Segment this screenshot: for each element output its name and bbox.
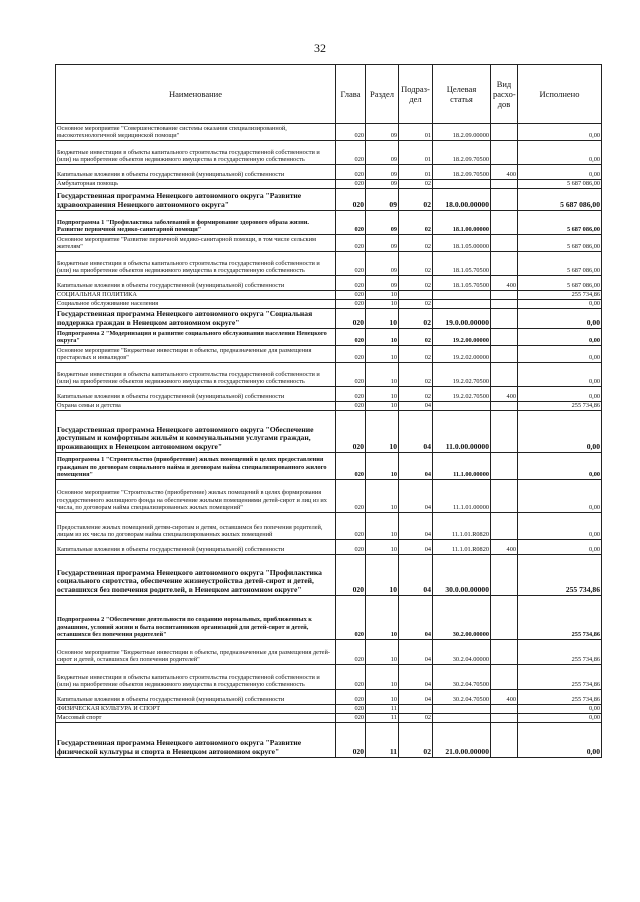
row-section: 10 [366, 363, 399, 387]
row-target: 21.0.00.00000 [433, 723, 491, 758]
row-expense-type [491, 346, 518, 363]
row-section: 09 [366, 180, 399, 189]
row-target: 19.2.02.00000 [433, 346, 491, 363]
row-subsection: 02 [399, 363, 433, 387]
row-subsection: 02 [399, 211, 433, 235]
table-row [56, 453, 602, 480]
header-target: Целевая статья [433, 65, 491, 124]
row-chapter: 020 [336, 640, 366, 665]
row-section: 10 [366, 540, 399, 555]
row-subsection: 01 [399, 165, 433, 180]
row-chapter: 020 [336, 165, 366, 180]
row-subsection: 04 [399, 555, 433, 596]
row-subsection: 04 [399, 411, 433, 453]
row-executed: 0,00 [518, 124, 602, 141]
row-name: Охрана семьи и детства [56, 402, 336, 411]
row-expense-type [491, 309, 518, 329]
row-target: 19.2.02.70500 [433, 387, 491, 402]
row-subsection: 01 [399, 124, 433, 141]
row-name: Государственная программа Ненецкого автономного округа "Развитие здравоохранения Ненецкого автономного округа" [56, 189, 336, 211]
row-expense-type [491, 411, 518, 453]
row-target: 30.2.00.00000 [433, 596, 491, 640]
row-executed: 255 734,86 [518, 665, 602, 690]
row-expense-type [491, 235, 518, 252]
row-subsection: 04 [399, 480, 433, 513]
row-section: 09 [366, 211, 399, 235]
row-chapter: 020 [336, 723, 366, 758]
row-target: 19.2.00.00000 [433, 329, 491, 346]
row-section: 10 [366, 555, 399, 596]
row-target: 18.1.05.00000 [433, 235, 491, 252]
row-executed: 5 687 086,00 [518, 189, 602, 211]
row-name: Подпрограмма 2 "Модернизация и развитие социального обслуживания населения Ненецкого округа" [56, 329, 336, 346]
row-chapter: 020 [336, 513, 366, 540]
row-subsection: 02 [399, 300, 433, 309]
table-row [56, 690, 602, 705]
row-subsection: 04 [399, 402, 433, 411]
row-subsection: 04 [399, 513, 433, 540]
row-name: Бюджетные инвестиции в объекты капитального строительства государственной собственности и (или) на приобретение объектов недвижимого имущества в государственную собственность [56, 363, 336, 387]
row-section: 10 [366, 402, 399, 411]
table-row [56, 346, 602, 363]
row-name: Амбулаторная помощь [56, 180, 336, 189]
row-expense-type [491, 714, 518, 723]
row-target [433, 291, 491, 300]
row-expense-type [491, 723, 518, 758]
table-row [56, 276, 602, 291]
row-executed: 0,00 [518, 309, 602, 329]
row-name: СОЦИАЛЬНАЯ ПОЛИТИКА [56, 291, 336, 300]
row-expense-type [491, 291, 518, 300]
table-row [56, 329, 602, 346]
row-expense-type [491, 189, 518, 211]
row-executed: 0,00 [518, 453, 602, 480]
table-row [56, 124, 602, 141]
row-executed: 0,00 [518, 363, 602, 387]
row-executed: 0,00 [518, 300, 602, 309]
row-target: 30.2.04.00000 [433, 640, 491, 665]
row-target: 19.2.02.70500 [433, 363, 491, 387]
row-name: Основное мероприятие "Бюджетные инвестиции в объекты, предназначенные для размещения детей-сирот и детей, оставшихся без попечения родителей" [56, 640, 336, 665]
table-row [56, 480, 602, 513]
row-name: Бюджетные инвестиции в объекты капитального строительства государственной собственности и (или) на приобретение объектов недвижимого имущества в государственную собственность [56, 252, 336, 276]
row-chapter: 020 [336, 402, 366, 411]
row-chapter: 020 [336, 346, 366, 363]
row-name: Государственная программа Ненецкого автономного округа "Развитие физической культуры и спорта в Ненецком автономном округе" [56, 723, 336, 758]
row-executed: 0,00 [518, 165, 602, 180]
row-executed: 0,00 [518, 513, 602, 540]
header-chapter: Глава [336, 65, 366, 124]
row-executed: 5 687 086,00 [518, 211, 602, 235]
row-name: Подпрограмма 2 "Обеспечение деятельности по созданию нормальных, приближенных к домашним, условий жизни и быта воспитанников организаций для детей-сирот и детей, оставшихся без попечения родителей" [56, 596, 336, 640]
row-chapter: 020 [336, 555, 366, 596]
row-chapter: 020 [336, 141, 366, 165]
row-chapter: 020 [336, 387, 366, 402]
row-executed: 5 687 086,00 [518, 276, 602, 291]
table-row [56, 665, 602, 690]
row-executed: 0,00 [518, 329, 602, 346]
row-executed: 255 734,86 [518, 402, 602, 411]
row-expense-type [491, 329, 518, 346]
row-name: Капитальные вложения в объекты государственной (муниципальной) собственности [56, 690, 336, 705]
row-subsection: 02 [399, 309, 433, 329]
row-target [433, 300, 491, 309]
row-expense-type [491, 124, 518, 141]
row-target: 30.0.00.00000 [433, 555, 491, 596]
row-chapter: 020 [336, 180, 366, 189]
header-name: Наименование [56, 65, 336, 124]
row-target: 18.2.09.70500 [433, 141, 491, 165]
row-executed: 0,00 [518, 723, 602, 758]
row-section: 10 [366, 640, 399, 665]
row-section: 11 [366, 714, 399, 723]
row-executed: 0,00 [518, 346, 602, 363]
row-name: Предоставление жилых помещений детям-сиротам и детям, оставшимся без попечения родителей, лицам из их числа по договорам найма специализированных жилых помещений [56, 513, 336, 540]
table-row [56, 540, 602, 555]
row-section: 09 [366, 141, 399, 165]
row-expense-type [491, 513, 518, 540]
row-name: Капитальные вложения в объекты государственной (муниципальной) собственности [56, 540, 336, 555]
table-row [56, 189, 602, 211]
row-name: Государственная программа Ненецкого автономного округа "Профилактика социального сиротства, обеспечение жизнеустройства детей-сирот и детей, оставшихся без попечения родителей, в Ненецком автономном округе" [56, 555, 336, 596]
row-expense-type [491, 252, 518, 276]
row-chapter: 020 [336, 540, 366, 555]
row-section: 10 [366, 596, 399, 640]
table-row [56, 387, 602, 402]
row-target: 18.1.05.70500 [433, 252, 491, 276]
row-chapter: 020 [336, 189, 366, 211]
table-row [56, 640, 602, 665]
row-chapter: 020 [336, 276, 366, 291]
row-expense-type [491, 211, 518, 235]
row-chapter: 020 [336, 453, 366, 480]
row-target [433, 402, 491, 411]
row-target: 18.0.00.00000 [433, 189, 491, 211]
table-row [56, 300, 602, 309]
row-section: 10 [366, 480, 399, 513]
row-chapter: 020 [336, 596, 366, 640]
row-name: Государственная программа Ненецкого автономного округа "Обеспечение доступным и комфортным жильём и коммунальными услугами граждан, проживающих в Ненецком автономном округе" [56, 411, 336, 453]
row-target: 11.1.01.R0820 [433, 513, 491, 540]
row-section: 10 [366, 665, 399, 690]
row-subsection: 02 [399, 723, 433, 758]
row-section: 09 [366, 235, 399, 252]
row-executed: 0,00 [518, 540, 602, 555]
row-executed: 5 687 086,00 [518, 252, 602, 276]
table-row [56, 402, 602, 411]
budget-table [55, 64, 602, 758]
row-target [433, 714, 491, 723]
row-subsection: 02 [399, 276, 433, 291]
row-chapter: 020 [336, 124, 366, 141]
row-executed: 5 687 086,00 [518, 180, 602, 189]
row-section: 10 [366, 513, 399, 540]
row-subsection [399, 291, 433, 300]
row-section: 10 [366, 309, 399, 329]
table-row [56, 291, 602, 300]
row-chapter: 020 [336, 480, 366, 513]
header-expense-type: Вид расхо-дов [491, 65, 518, 124]
row-expense-type [491, 555, 518, 596]
row-subsection: 04 [399, 453, 433, 480]
row-expense-type [491, 453, 518, 480]
row-name: Основное мероприятие "Совершенствование системы оказания специализированной, высокотехнологичной медицинской помощи" [56, 124, 336, 141]
row-chapter: 020 [336, 665, 366, 690]
row-subsection: 04 [399, 596, 433, 640]
row-section: 09 [366, 124, 399, 141]
row-name: Подпрограмма 1 "Профилактика заболеваний и формирование здорового образа жизни. Развитие первичной медико-санитарной помощи" [56, 211, 336, 235]
row-name: Государственная программа Ненецкого автономного округа "Социальная поддержка граждан в Ненецком автономном округе" [56, 309, 336, 329]
row-subsection: 01 [399, 141, 433, 165]
table-row [56, 723, 602, 758]
row-executed: 5 687 086,00 [518, 235, 602, 252]
header-section: Раздел [366, 65, 399, 124]
row-expense-type: 400 [491, 690, 518, 705]
row-section: 10 [366, 291, 399, 300]
row-chapter: 020 [336, 363, 366, 387]
row-expense-type [491, 180, 518, 189]
row-target: 18.2.09.70500 [433, 165, 491, 180]
row-expense-type: 400 [491, 165, 518, 180]
table-row [56, 411, 602, 453]
row-executed: 255 734,86 [518, 291, 602, 300]
row-expense-type [491, 705, 518, 714]
table-row [56, 309, 602, 329]
row-name: Капитальные вложения в объекты государственной (муниципальной) собственности [56, 387, 336, 402]
row-section: 11 [366, 723, 399, 758]
table-row [56, 165, 602, 180]
table-row [56, 235, 602, 252]
row-chapter: 020 [336, 329, 366, 346]
row-section: 10 [366, 329, 399, 346]
row-name: Массовый спорт [56, 714, 336, 723]
row-subsection: 02 [399, 252, 433, 276]
row-target: 19.0.00.00000 [433, 309, 491, 329]
table-row [56, 555, 602, 596]
row-section: 10 [366, 690, 399, 705]
row-section: 10 [366, 453, 399, 480]
table-header-row [56, 65, 602, 124]
row-chapter: 020 [336, 690, 366, 705]
row-executed: 0,00 [518, 480, 602, 513]
row-expense-type [491, 141, 518, 165]
row-target: 18.1.05.70500 [433, 276, 491, 291]
row-executed: 0,00 [518, 714, 602, 723]
row-executed: 255 734,86 [518, 690, 602, 705]
row-chapter: 020 [336, 211, 366, 235]
row-section: 10 [366, 411, 399, 453]
row-section: 10 [366, 346, 399, 363]
header-subsection: Подраз-дел [399, 65, 433, 124]
row-subsection: 04 [399, 665, 433, 690]
row-subsection: 02 [399, 329, 433, 346]
row-subsection: 02 [399, 235, 433, 252]
header-executed: Исполнено [518, 65, 602, 124]
row-target: 18.2.09.00000 [433, 124, 491, 141]
row-name: Бюджетные инвестиции в объекты капитального строительства государственной собственности и (или) на приобретение объектов недвижимого имущества в государственную собственность [56, 141, 336, 165]
row-executed: 0,00 [518, 141, 602, 165]
table-row [56, 141, 602, 165]
row-chapter: 020 [336, 235, 366, 252]
table-body [56, 124, 602, 758]
row-chapter: 020 [336, 705, 366, 714]
row-subsection: 02 [399, 180, 433, 189]
row-name: Бюджетные инвестиции в объекты капитального строительства государственной собственности и (или) на приобретение объектов недвижимого имущества в государственную собственность [56, 665, 336, 690]
row-section: 10 [366, 387, 399, 402]
row-executed: 255 734,86 [518, 640, 602, 665]
row-name: Капитальные вложения в объекты государственной (муниципальной) собственности [56, 165, 336, 180]
table-row [56, 180, 602, 189]
row-name: Подпрограмма 1 "Строительство (приобретение) жилых помещений в целях предоставления гражданам по договорам социального найма и договорам найма специализированного жилого помещения" [56, 453, 336, 480]
row-subsection: 04 [399, 690, 433, 705]
row-section: 09 [366, 165, 399, 180]
row-expense-type: 400 [491, 387, 518, 402]
row-subsection: 02 [399, 346, 433, 363]
row-target: 11.1.01.00000 [433, 480, 491, 513]
row-target: 18.1.00.00000 [433, 211, 491, 235]
row-subsection: 04 [399, 640, 433, 665]
row-section: 09 [366, 252, 399, 276]
row-name: Основное мероприятие "Бюджетные инвестиции в объекты, предназначенные для размещения престарелых и инвалидов" [56, 346, 336, 363]
table-row [56, 705, 602, 714]
table-row [56, 513, 602, 540]
row-name: Основное мероприятие "Развитие первичной медико-санитарной помощи, в том числе сельским жителям" [56, 235, 336, 252]
row-section: 10 [366, 300, 399, 309]
table-row [56, 714, 602, 723]
row-chapter: 020 [336, 309, 366, 329]
row-target: 30.2.04.70500 [433, 665, 491, 690]
row-subsection [399, 705, 433, 714]
row-chapter: 020 [336, 411, 366, 453]
row-expense-type [491, 363, 518, 387]
row-name: ФИЗИЧЕСКАЯ КУЛЬТУРА И СПОРТ [56, 705, 336, 714]
row-target: 11.1.00.00000 [433, 453, 491, 480]
row-name: Капитальные вложения в объекты государственной (муниципальной) собственности [56, 276, 336, 291]
row-chapter: 020 [336, 714, 366, 723]
table-row [56, 596, 602, 640]
row-target: 11.0.00.00000 [433, 411, 491, 453]
row-expense-type [491, 665, 518, 690]
row-subsection: 02 [399, 189, 433, 211]
table-row [56, 211, 602, 235]
row-section: 09 [366, 189, 399, 211]
row-expense-type: 400 [491, 540, 518, 555]
row-subsection: 04 [399, 540, 433, 555]
row-name: Социальное обслуживание населения [56, 300, 336, 309]
row-expense-type [491, 402, 518, 411]
page-number: 32 [314, 41, 326, 55]
row-target: 11.1.01.R0820 [433, 540, 491, 555]
row-chapter: 020 [336, 252, 366, 276]
table-row [56, 363, 602, 387]
row-name: Основное мероприятие "Строительство (приобретение) жилых помещений в целях формирования государственного жилищного фонда на обеспечение жилыми помещениями детей-сирот и лиц из их числа, по договорам найма специализированных жилых помещений" [56, 480, 336, 513]
row-executed: 0,00 [518, 705, 602, 714]
row-expense-type [491, 640, 518, 665]
row-executed: 255 734,86 [518, 555, 602, 596]
row-expense-type: 400 [491, 276, 518, 291]
row-expense-type [491, 300, 518, 309]
row-section: 11 [366, 705, 399, 714]
row-executed: 255 734,86 [518, 596, 602, 640]
row-target [433, 705, 491, 714]
row-target [433, 180, 491, 189]
row-expense-type [491, 480, 518, 513]
row-executed: 0,00 [518, 411, 602, 453]
row-subsection: 02 [399, 387, 433, 402]
row-chapter: 020 [336, 291, 366, 300]
row-executed: 0,00 [518, 387, 602, 402]
row-subsection: 02 [399, 714, 433, 723]
row-chapter: 020 [336, 300, 366, 309]
row-section: 09 [366, 276, 399, 291]
table-row [56, 252, 602, 276]
row-expense-type [491, 596, 518, 640]
row-target: 30.2.04.70500 [433, 690, 491, 705]
